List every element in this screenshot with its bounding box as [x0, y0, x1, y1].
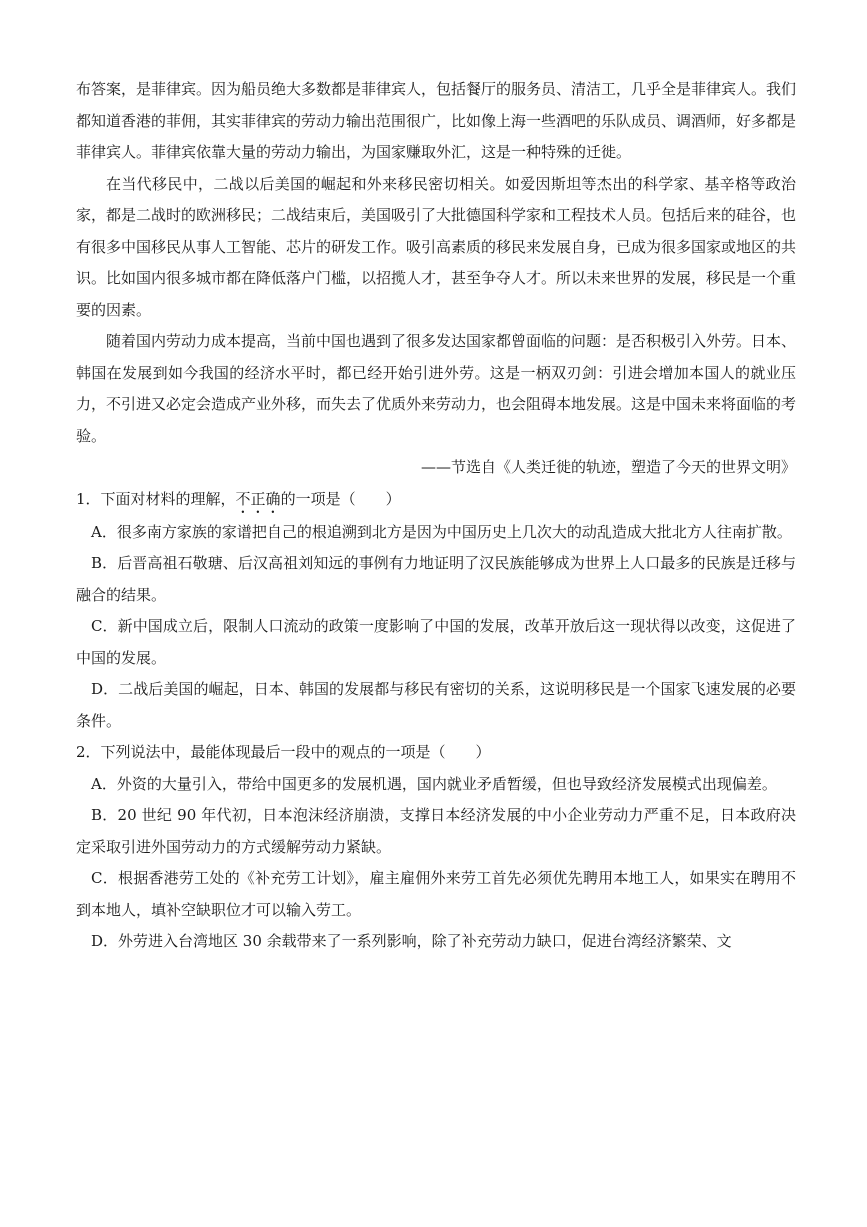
question-1-suffix: 的一项是（ ） [280, 489, 401, 508]
question-2-stem: 2．下列说法中，最能体现最后一段中的观点的一项是（ ） [76, 743, 491, 761]
question-1-emphasis: 不正确 [235, 489, 281, 508]
question-2-option-a: A．外资的大量引入，带给中国更多的发展机遇，国内就业矛盾暂缓，但也导致经济发展模式出现偏差。 [91, 774, 777, 793]
question-1-option-d: D．二战后美国的崛起，日本、韩国的发展都与移民有密切的关系，这说明移民是一个国家飞速发展的必要条件。 [76, 680, 796, 730]
question-1-prefix: 1．下面对材料的理解， [76, 489, 236, 508]
question-1-stem [76, 484, 796, 517]
question-1-option-b: B．后晋高祖石敬瑭、后汉高祖刘知远的事例有力地证明了汉民族能够成为世界上人口最多的民族是迁移与融合的结果。 [76, 554, 796, 604]
question-1-option-a: A．很多南方家族的家谱把自己的根追溯到北方是因为中国历史上几次大的动乱造成大批北方人往南扩散。 [91, 522, 792, 541]
passage-paragraph-1: 布答案，是菲律宾。因为船员绝大多数都是菲律宾人，包括餐厅的服务员、清洁工，几乎全是菲律宾人。我们都知道香港的菲佣，其实菲律宾的劳动力输出范围很广，比如像上海一些酒吧的乐队成员、调酒师，好多都是菲律宾人。菲律宾依靠大量的劳动力输出，为国家赚取外汇，这是一种特殊的迁徙。 [76, 80, 797, 161]
document-page [76, 74, 796, 958]
question-1-option-c: C．新中国成立后，限制人口流动的政策一度影响了中国的发展，改革开放后这一现状得以改变，这促进了中国的发展。 [76, 617, 796, 667]
passage-source: ——节选自《人类迁徙的轨迹，塑造了今天的世界文明》 [420, 458, 796, 476]
question-2-option-c: C．根据香港劳工处的《补充劳工计划》，雇主雇佣外来劳工首先必须优先聘用本地工人，如果实在聘用不到本地人，填补空缺职位才可以输入劳工。 [76, 869, 796, 919]
question-2-option-b: B．20 世纪 90 年代初，日本泡沫经济崩溃，支撑日本经济发展的中小企业劳动力严重不足，日本政府决定采取引进外国劳动力的方式缓解劳动力紧缺。 [76, 806, 796, 856]
passage-paragraph-2: 在当代移民中，二战以后美国的崛起和外来移民密切相关。如爱因斯坦等杰出的科学家、基辛格等政治家，都是二战时的欧洲移民；二战结束后，美国吸引了大批德国科学家和工程技术人员。包括后来的硅谷，也有很多中国移民从事人工智能、芯片的研发工作。吸引高素质的移民来发展自身，已成为很多国家或地区的共识。比如国内很多城市都在降低落户门槛，以招揽人才，甚至争夺人才。所以未来世界的发展，移民是一个重要的因素。 [76, 174, 797, 319]
question-2-option-d: D．外劳进入台湾地区 30 余载带来了一系列影响，除了补充劳动力缺口，促进台湾经济繁荣、文 [91, 932, 732, 950]
passage-paragraph-3: 随着国内劳动力成本提高，当前中国也遇到了很多发达国家都曾面临的问题：是否积极引入外劳。日本、韩国在发展到如今我国的经济水平时，都已经开始引进外劳。这是一柄双刃剑：引进会增加本国人的就业压力，不引进又必定会造成产业外移，而失去了优质外来劳动力，也会阻碍本地发展。这是中国未来将面临的考验。 [76, 332, 797, 445]
